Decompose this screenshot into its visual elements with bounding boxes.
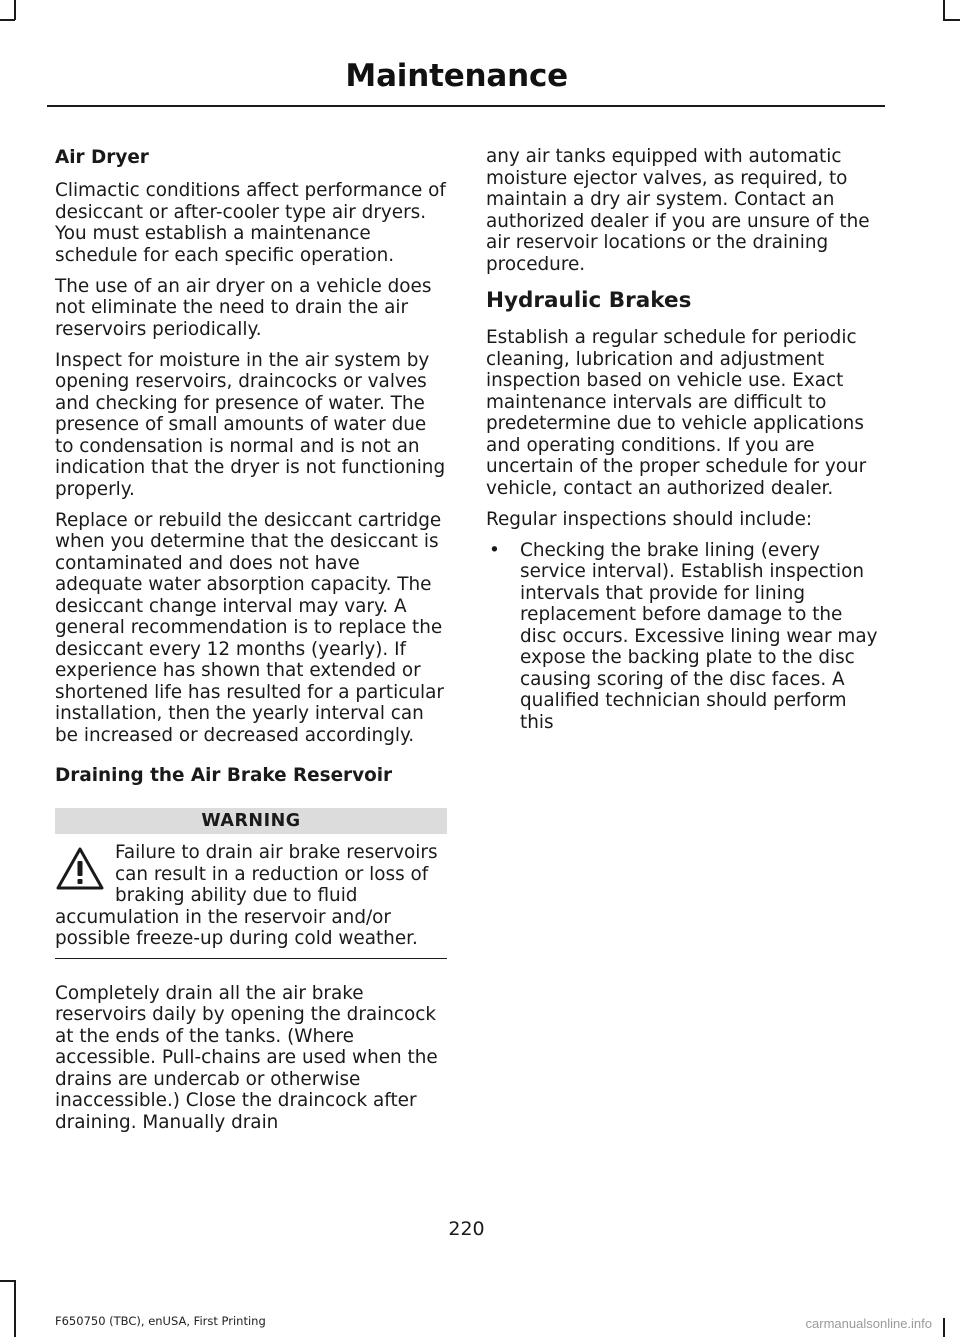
warning-box (55, 808, 447, 959)
page-header-title: Maintenance (345, 58, 568, 94)
header-rule (47, 105, 885, 107)
hydraulic-paragraph: Establish a regular schedule for periodic cleaning, lubrication and adjustment inspection based on vehicle use. Exact maintenance intervals are difficult to predetermine due to vehicle applications and operating conditions. If you are uncertain of the proper schedule for your vehicle, contact an authorized dealer. (486, 327, 867, 499)
warning-triangle-icon (55, 846, 105, 891)
crop-mark-bottom-left-h (0, 1280, 15, 1282)
print-info: F650750 (TBC), enUSA, First Printing (55, 1314, 266, 1328)
list-item (486, 540, 878, 734)
inspection-list (486, 540, 878, 734)
crop-mark-top-left (14, 0, 16, 20)
warning-text: Failure to drain air brake reservoirs can result in a reduction or loss of braking ability due to fluid accumulation in the reservoir and/or possible freeze-up during cold weather. (55, 842, 438, 949)
warning-title: WARNING (55, 808, 447, 834)
crop-mark-bottom-left (14, 1280, 16, 1337)
continuation-paragraph: any air tanks equipped with automatic moisture ejector valves, as required, to maintain a dry air system. Contact an authorized dealer if you are unsure of the air reservoir locations or the draining procedure. (486, 146, 870, 275)
air-dryer-paragraph-1: Climactic conditions affect performance of desiccant or after-cooler type air dryers. You must establish a maintenance schedule for each specific operation. (55, 180, 446, 266)
draining-heading: Draining the Air Brake Reservoir (55, 765, 393, 786)
inspections-intro: Regular inspections should include: (486, 508, 813, 530)
draining-paragraph: Completely drain all the air brake reservoirs daily by opening the draincock at the ends of the tanks. (Where accessible. Pull-chains are used when the drains are undercab or otherwise inaccessible.) Close the draincock after draining. Manually drain (55, 982, 438, 1133)
bullet-mark: • (489, 539, 500, 561)
watermark-link[interactable]: carmanualsonline.info (805, 1316, 932, 1331)
warning-body (55, 834, 447, 959)
air-dryer-paragraph-3: Inspect for moisture in the air system by opening reservoirs, draincocks or valves and checking for presence of water. The presence of small amounts of water due to condensation is normal and is not an indication that the dryer is not functioning properly. (55, 349, 446, 500)
air-dryer-paragraph-2: The use of an air dryer on a vehicle does not eliminate the need to drain the air reservoirs periodically. (55, 275, 432, 340)
air-dryer-paragraph-4: Replace or rebuild the desiccant cartridge when you determine that the desiccant is contaminated and does not have adequate water absorption capacity. The desiccant change interval may vary. A general recommendation is to replace the desiccant every 12 months (yearly). If experience has shown that extended or shortened life has resulted for a particular installation, then the yearly interval can be increased or decreased accordingly. (55, 509, 444, 746)
crop-mark-top-right (943, 0, 945, 20)
crop-mark-top-left-h (0, 19, 15, 21)
crop-mark-bottom-right (943, 1318, 945, 1337)
air-dryer-heading: Air Dryer (55, 147, 149, 168)
page-number: 220 (448, 1218, 485, 1240)
right-column (486, 146, 878, 733)
list-item-text: Checking the brake lining (every service interval). Establish inspection intervals that provide for lining replacement before damage to the disc occurs. Excessive lining wear may expose the backing plate to the disc causing scoring of the disc faces. A qualified technician should perform this (520, 539, 878, 733)
hydraulic-brakes-heading: Hydraulic Brakes (486, 288, 692, 313)
left-column (55, 146, 447, 1143)
crop-mark-top-right-h (943, 19, 960, 21)
